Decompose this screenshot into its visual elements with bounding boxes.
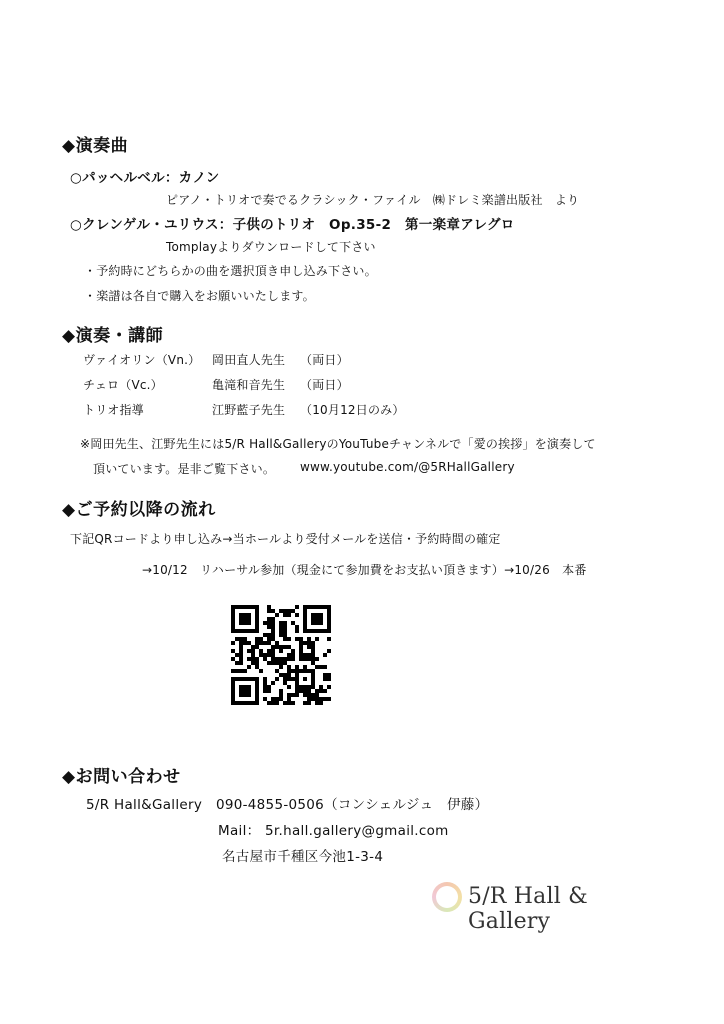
repertoire-note-purchase: ・楽譜は各自で購入をお願いいたします。 xyxy=(84,289,315,303)
piece1-title: ○パッヘルベル：カノン xyxy=(70,170,220,186)
piece1-source: ピアノ・トリオで奏でるクラシック・ファイル ㈱ドレミ楽譜出版社 より xyxy=(166,193,580,207)
performers-note-line1: ※岡田先生、江野先生には5/R Hall&GalleryのYouTubeチャンネルで「愛の挨拶」を演奏して xyxy=(80,437,596,451)
performer-role: トリオ指導 xyxy=(83,403,144,417)
performers-heading: ◆演奏・講師 xyxy=(62,326,164,346)
flow-heading: ◆ご予約以降の流れ xyxy=(62,500,216,520)
flow-step-line2: →10/12 リハーサル参加（現金にて参加費をお支払い頂きます）→10/26 本番 xyxy=(142,563,587,577)
performer-name: 亀滝和音先生 xyxy=(212,378,286,392)
repertoire-note-select: ・予約時にどちらかの曲を選択頂き申し込み下さい。 xyxy=(84,264,377,278)
performer-days: （両日） xyxy=(300,378,349,392)
contact-address: 名古屋市千種区今池1-3-4 xyxy=(222,849,384,865)
performers-note-line2: 頂いています。是非ご覧下さい。 xyxy=(93,462,276,476)
performer-role: チェロ（Vc.） xyxy=(83,378,163,392)
brand-logo xyxy=(430,880,644,934)
repertoire-heading: ◆演奏曲 xyxy=(62,136,129,156)
performer-name: 岡田直人先生 xyxy=(212,353,286,367)
performer-name: 江野藍子先生 xyxy=(212,403,286,417)
flow-step-line1: 下記QRコードより申し込み→当ホールより受付メールを送信・予約時間の確定 xyxy=(70,532,501,546)
logo-ring-icon xyxy=(432,882,462,912)
performer-role: ヴァイオリン（Vn.） xyxy=(83,353,201,367)
logo-text: 5/R Hall & Gallery xyxy=(468,884,588,934)
piece2-title: ○クレンゲル・ユリウス：子供のトリオ Op.35-2 第一楽章アレグロ xyxy=(70,217,515,233)
performer-days: （10月12日のみ） xyxy=(300,403,405,417)
contact-heading: ◆お問い合わせ xyxy=(62,767,181,787)
performer-days: （両日） xyxy=(300,353,349,367)
contact-email[interactable]: Mail： 5r.hall.gallery@gmail.com xyxy=(218,823,449,839)
contact-phone: 5/R Hall&Gallery 090-4855-0506（コンシェルジュ 伊藤） xyxy=(86,797,489,813)
qr-code[interactable] xyxy=(231,605,331,705)
piece2-source: Tomplayよりダウンロードして下さい xyxy=(166,240,376,254)
youtube-link[interactable]: www.youtube.com/@5RHallGallery xyxy=(300,460,515,474)
